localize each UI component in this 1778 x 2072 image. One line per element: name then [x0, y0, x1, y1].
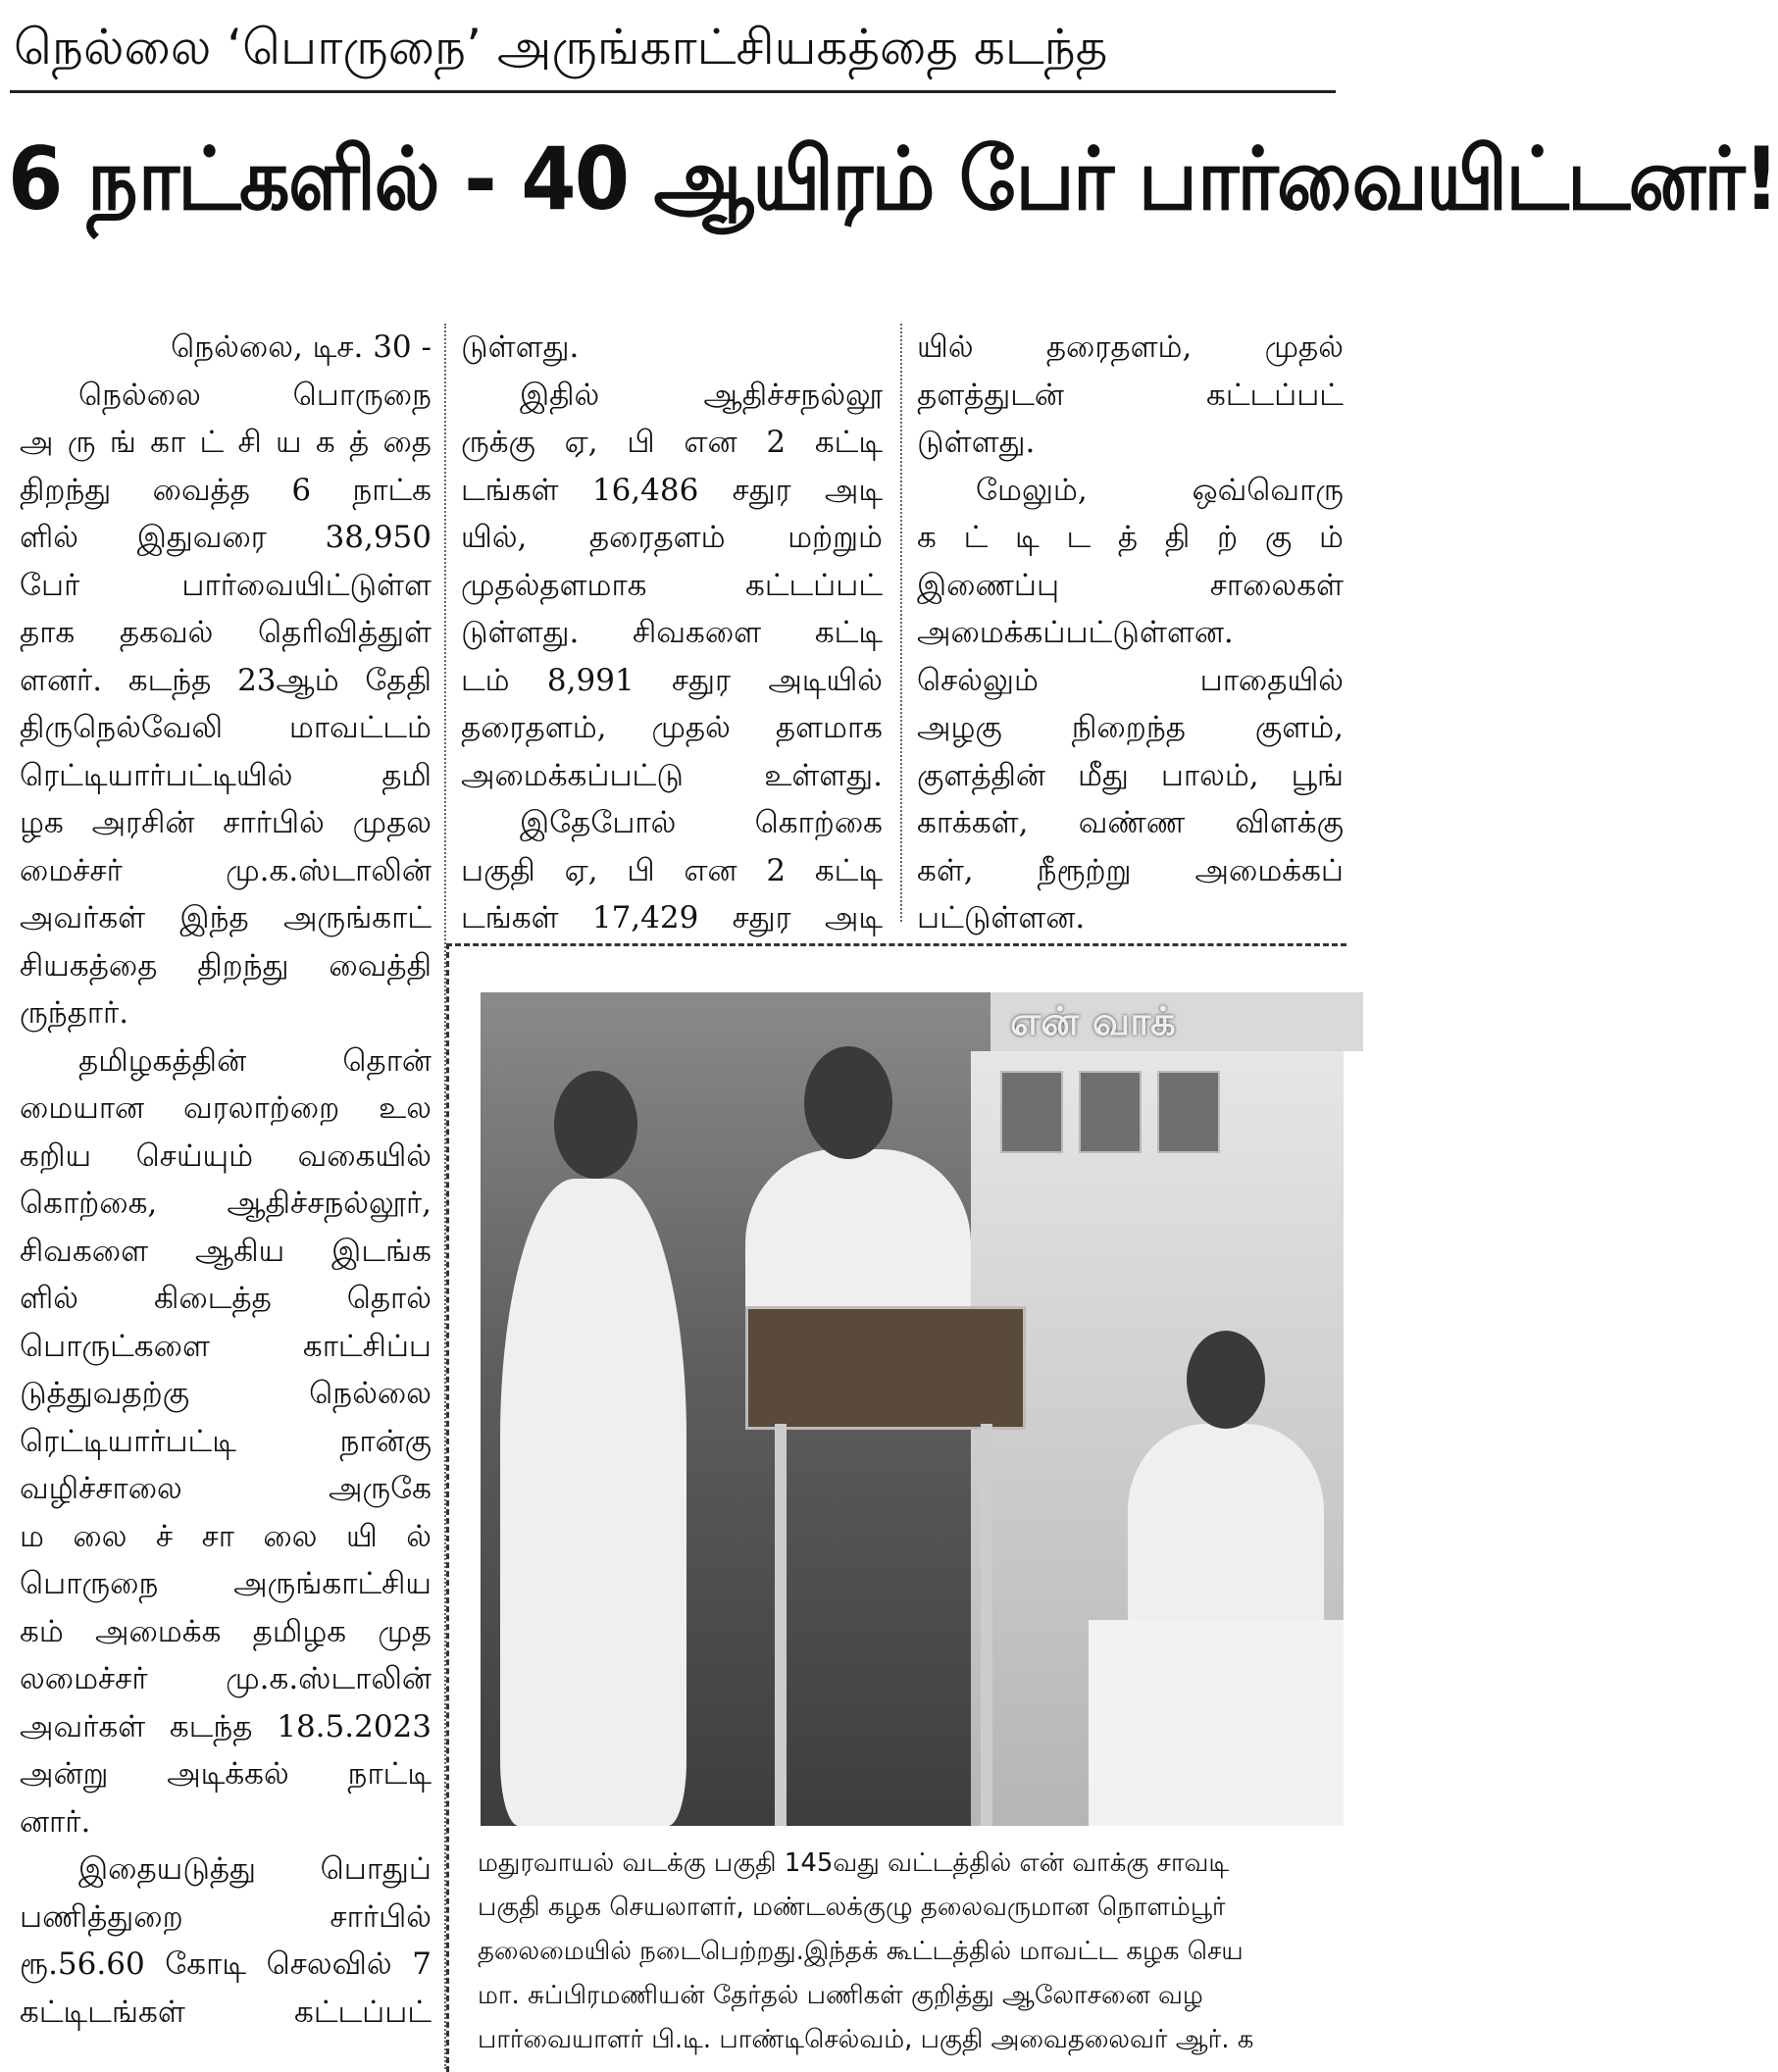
article-line: டங்கள் 16,486 சதுர அடி: [461, 472, 883, 508]
person-head: [804, 1046, 892, 1159]
podium: [745, 1306, 1020, 1826]
article-line: டங்கள் 17,429 சதுர அடி: [461, 900, 883, 935]
article-line: இணைப்பு சாலைகள்: [917, 567, 1344, 603]
article-line: இதில் ஆதிச்சநல்லூ: [520, 377, 883, 413]
article-line: ளனர். கடந்த 23ஆம் தேதி: [20, 662, 432, 698]
article-line: தரைதளம், முதல் தளமாக: [461, 710, 883, 745]
article-line: முதல்தளமாக கட்டப்பட்: [461, 567, 883, 603]
kicker-headline: நெல்லை ‘பொருநை’ அருங்காட்சியகத்தை கடந்த: [14, 19, 1108, 76]
article-line: நெல்லை, டிச. 30 -: [171, 329, 432, 365]
article-line: பொருட்களை காட்சிப்ப: [20, 1328, 432, 1364]
article-line: திறந்து வைத்த 6 நாட்க: [20, 472, 432, 508]
article-line: மையான வரலாற்றை உல: [20, 1090, 432, 1126]
caption-line: பார்வையாளர் பி.டி. பாண்டிசெல்வம், பகுதி அவைதலைவர் ஆர். க: [478, 2025, 1254, 2054]
article-line: அ ரு ங் கா ட் சி ய க த் தை: [20, 425, 432, 460]
article-line: ரெட்டியார்பட்டியில் தமி: [20, 757, 432, 793]
article-line: பொருநை அருங்காட்சிய: [20, 1566, 432, 1601]
article-line: செல்லும் பாதையில்: [917, 662, 1344, 698]
article-line: ம லை ச் சா லை யி ல்: [20, 1518, 432, 1554]
caption-line: பகுதி கழக செயலாளர், மண்டலக்குழு தலைவருமான நொளம்பூர்: [478, 1893, 1226, 1922]
article-line: பணித்துறை சார்பில்: [20, 1898, 432, 1935]
column-divider: [900, 324, 904, 922]
article-line: பேர் பார்வையிட்டுள்ள: [20, 567, 432, 603]
article-line: ளில் கிடைத்த தொல்: [20, 1281, 432, 1316]
podium-leg: [981, 1424, 992, 1826]
article-line: சியகத்தை திறந்து வைத்தி: [20, 947, 432, 984]
article-line: அமைக்கப்பட்டுள்ளன.: [917, 615, 1234, 650]
article-line: யில், தரைதளம் மற்றும்: [461, 520, 883, 555]
article-line: சிவகளை ஆகிய இடங்க: [20, 1233, 432, 1269]
article-line: அமைக்கப்பட்டு உள்ளது.: [461, 757, 883, 793]
article-line: அன்று அடிக்கல் நாட்டி: [20, 1756, 432, 1792]
article-line: ழக அரசின் சார்பில் முதல: [20, 805, 432, 840]
caption-line: மதுரவாயல் வடக்கு பகுதி 145வது வட்டத்தில் என் வாக்கு சாவடி: [478, 1848, 1230, 1878]
article-line: அவர்கள் இந்த அருங்காட்: [20, 900, 432, 935]
table-cloth: [1089, 1620, 1344, 1826]
main-headline: 6 நாட்களில் - 40 ஆயிரம் பேர் பார்வையிட்டனர்!: [8, 128, 1778, 229]
article-line: மைச்சர் மு.க.ஸ்டாலின்: [20, 852, 432, 888]
article-line: பட்டுள்ளன.: [917, 900, 1086, 935]
article-line: பகுதி ஏ, பி என 2 கட்டி: [461, 852, 883, 888]
podium-top: [745, 1306, 1026, 1430]
article-line: அவர்கள் கடந்த 18.5.2023: [20, 1708, 432, 1744]
article-line: டுள்ளது. சிவகளை கட்டி: [461, 615, 883, 650]
article-line: நெல்லை பொருநை: [78, 377, 432, 413]
article-line: டுள்ளது.: [917, 425, 1036, 460]
article-line: கறிய செய்யும் வகையில்: [20, 1137, 432, 1174]
portrait-image: [1157, 1071, 1220, 1153]
article-line: டுள்ளது.: [461, 329, 580, 365]
article-line: அழகு நிறைந்த குளம்,: [917, 710, 1344, 745]
portrait-image: [1079, 1071, 1142, 1153]
caption-line: தலைமையில் நடைபெற்றது.இந்தக் கூட்டத்தில் மாவட்ட கழக செய: [478, 1937, 1244, 1966]
article-line: தாக தகவல் தெரிவித்துள்: [20, 615, 432, 650]
article-line: ருக்கு ஏ, பி என 2 கட்டி: [461, 425, 883, 460]
headline-rule: [10, 90, 1336, 93]
article-line: வழிச்சாலை அருகே: [20, 1471, 432, 1506]
photo-caption: [478, 1842, 1344, 2069]
person-head: [1187, 1331, 1265, 1429]
person-head: [554, 1071, 637, 1179]
article-line: காக்கள், வண்ண விளக்கு: [917, 805, 1344, 840]
article-line: டுத்துவதற்கு நெல்லை: [20, 1376, 432, 1411]
article-column-1: [20, 324, 432, 2069]
article-line: இதையடுத்து பொதுப்: [78, 1851, 432, 1887]
article-line: தளத்துடன் கட்டப்பட்: [917, 377, 1344, 413]
article-column-2: [461, 324, 883, 935]
article-line: திருநெல்வேலி மாவட்டம்: [20, 710, 432, 745]
article-column-3: [917, 324, 1344, 935]
article-line: கொற்கை, ஆதிச்சநல்லூர்,: [20, 1186, 432, 1221]
caption-line: மா. சுப்பிரமணியன் தேர்தல் பணிகள் குறித்து ஆலோசனை வழ: [478, 1981, 1203, 2010]
article-line: லமைச்சர் மு.க.ஸ்டாலின்: [20, 1661, 432, 1696]
article-line: யில் தரைதளம், முதல்: [917, 329, 1344, 365]
event-photo: [481, 992, 1344, 1826]
photo-banner: என் வாக்: [991, 992, 1363, 1051]
article-line: ரூ.56.60 கோடி செலவில் 7: [20, 1946, 432, 1982]
article-line: ரெட்டியார்பட்டி நான்கு: [20, 1423, 432, 1459]
article-line: மேலும், ஒவ்வொரு: [976, 472, 1344, 508]
article-line: கம் அமைக்க தமிழக முத: [20, 1613, 432, 1649]
article-line: ளில் இதுவரை 38,950: [20, 520, 432, 555]
article-line: கட்டிடங்கள் கட்டப்பட்: [20, 1994, 432, 2030]
article-line: டம் 8,991 சதுர அடியில்: [461, 662, 883, 698]
article-line: கள், நீரூற்று அமைக்கப்: [917, 852, 1344, 888]
person-left: [500, 1179, 686, 1826]
article-line: குளத்தின் மீது பாலம், பூங்: [917, 757, 1344, 793]
article-line: னார்.: [20, 1803, 91, 1840]
article-line: இதேபோல் கொற்கை: [520, 805, 883, 840]
portrait-image: [1000, 1071, 1063, 1153]
article-line: ருந்தார்.: [20, 995, 129, 1031]
article-line: தமிழகத்தின் தொன்: [78, 1042, 432, 1079]
podium-leg: [775, 1424, 787, 1826]
person-seated: [1128, 1424, 1324, 1640]
article-line: க ட் டி ட த் தி ற் கு ம்: [917, 520, 1344, 555]
